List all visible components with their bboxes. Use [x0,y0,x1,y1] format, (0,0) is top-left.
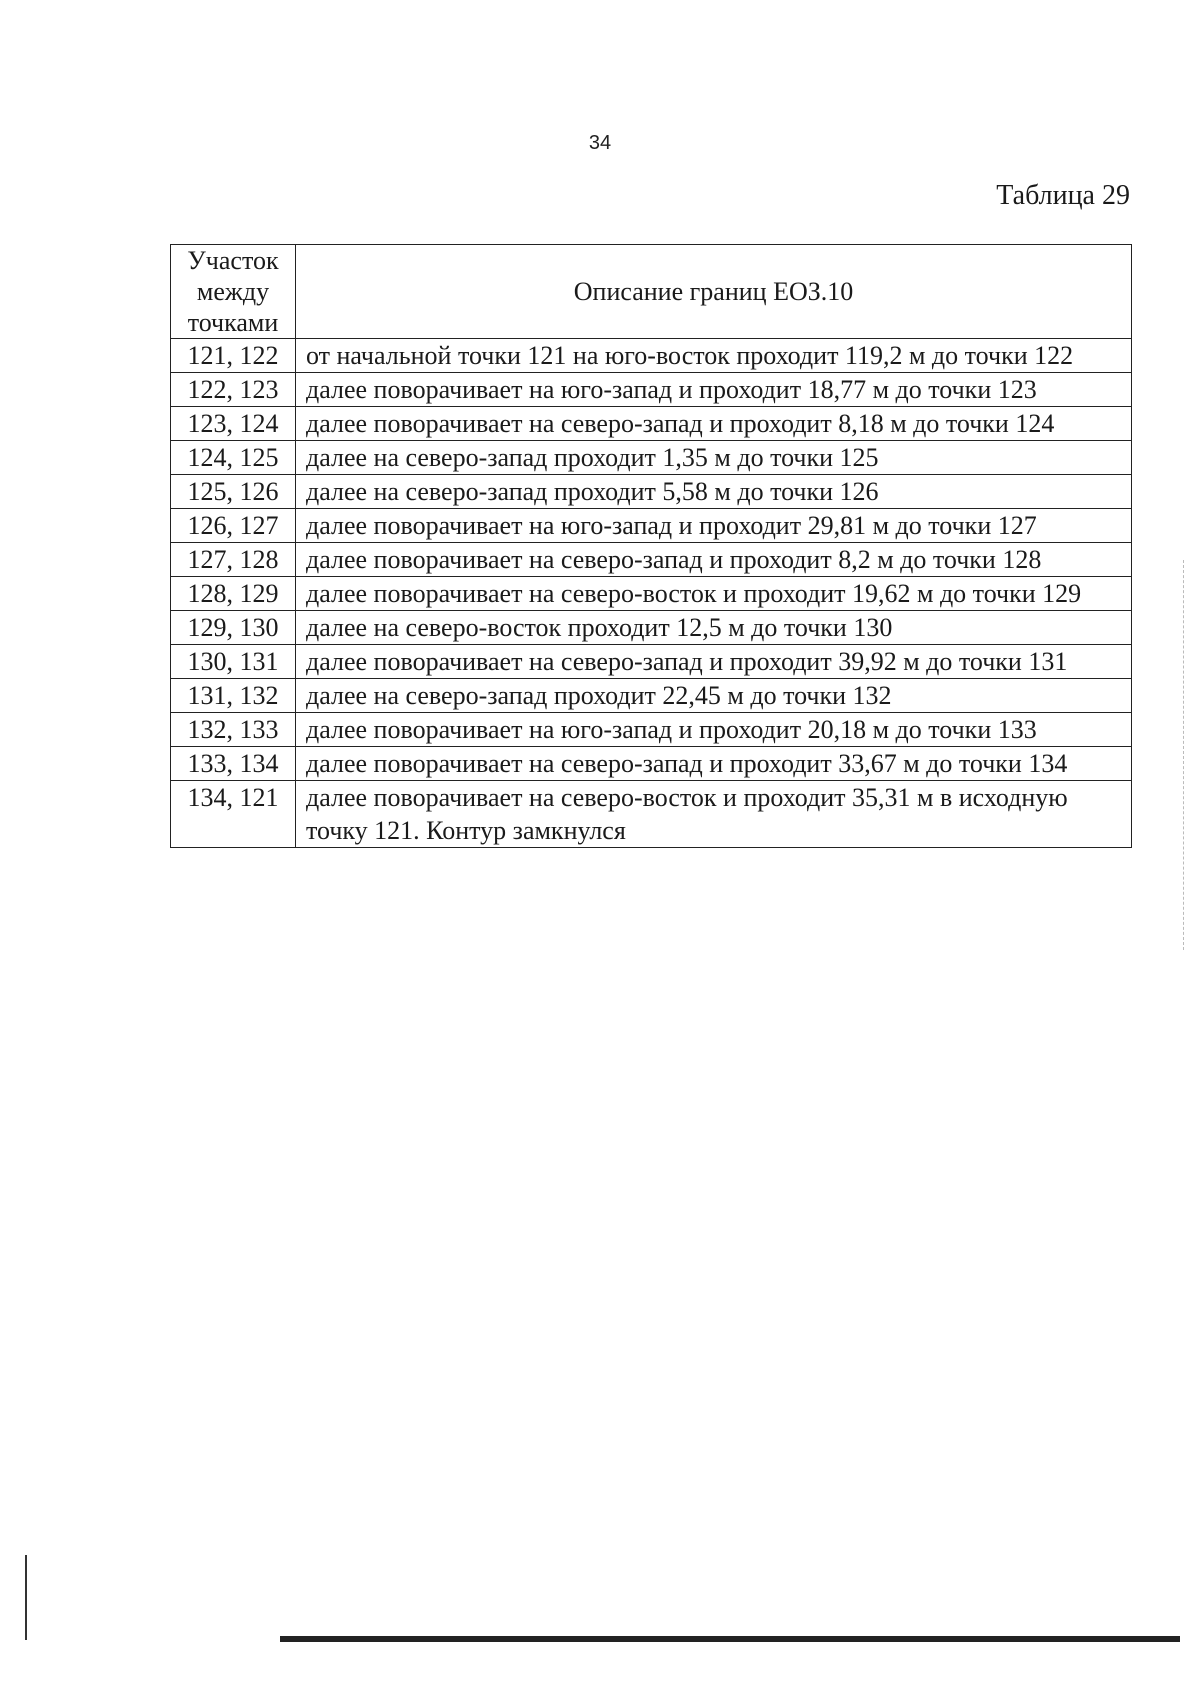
table-row [171,373,1132,407]
table-row [171,611,1132,645]
table-row [171,339,1132,373]
table-row [171,679,1132,713]
table-label: Таблица 29 [996,180,1130,211]
segment-cell: 131, 132 [171,679,296,713]
segment-cell: 125, 126 [171,475,296,509]
table-row [171,781,1132,848]
segment-cell: 133, 134 [171,747,296,781]
description-cell: далее на северо-запад проходит 1,35 м до точки 125 [296,441,1132,475]
table-row [171,509,1132,543]
description-cell: далее поворачивает на северо-запад и проходит 33,67 м до точки 134 [296,747,1132,781]
table-row [171,543,1132,577]
segment-cell: 127, 128 [171,543,296,577]
description-cell: далее поворачивает на северо-запад и проходит 8,18 м до точки 124 [296,407,1132,441]
segment-cell: 123, 124 [171,407,296,441]
segment-cell: 129, 130 [171,611,296,645]
boundary-table [170,244,1132,848]
scan-bottom-edge [280,1636,1180,1642]
header-description: Описание границ ЕОЗ.10 [296,245,1132,339]
description-cell: далее на северо-запад проходит 5,58 м до точки 126 [296,475,1132,509]
table-row [171,441,1132,475]
table-row [171,645,1132,679]
description-cell: далее на северо-восток проходит 12,5 м до точки 130 [296,611,1132,645]
segment-cell: 128, 129 [171,577,296,611]
description-cell: от начальной точки 121 на юго-восток проходит 119,2 м до точки 122 [296,339,1132,373]
description-cell: далее поворачивает на юго-запад и проходит 20,18 м до точки 133 [296,713,1132,747]
table-row [171,747,1132,781]
scan-edge-line [25,1555,27,1640]
segment-cell: 126, 127 [171,509,296,543]
description-cell: далее поворачивает на северо-запад и проходит 39,92 м до точки 131 [296,645,1132,679]
description-cell: далее поворачивает на юго-запад и проходит 29,81 м до точки 127 [296,509,1132,543]
segment-cell: 130, 131 [171,645,296,679]
page-number: 34 [588,132,612,154]
description-cell: далее поворачивает на северо-восток и проходит 19,62 м до точки 129 [296,577,1132,611]
table-row [171,713,1132,747]
description-cell: далее на северо-запад проходит 22,45 м до точки 132 [296,679,1132,713]
table-row [171,577,1132,611]
description-cell: далее поворачивает на северо-запад и проходит 8,2 м до точки 128 [296,543,1132,577]
segment-cell: 134, 121 [171,781,296,848]
table-header-row [171,245,1132,339]
segment-cell: 124, 125 [171,441,296,475]
scan-margin-mark [1183,560,1185,950]
header-section: Участок между точками [171,245,296,339]
description-cell: далее поворачивает на северо-восток и проходит 35,31 м в исходную точку 121. Контур замкнулся [296,781,1132,848]
segment-cell: 132, 133 [171,713,296,747]
segment-cell: 121, 122 [171,339,296,373]
description-cell: далее поворачивает на юго-запад и проходит 18,77 м до точки 123 [296,373,1132,407]
segment-cell: 122, 123 [171,373,296,407]
table-row [171,407,1132,441]
table-row [171,475,1132,509]
